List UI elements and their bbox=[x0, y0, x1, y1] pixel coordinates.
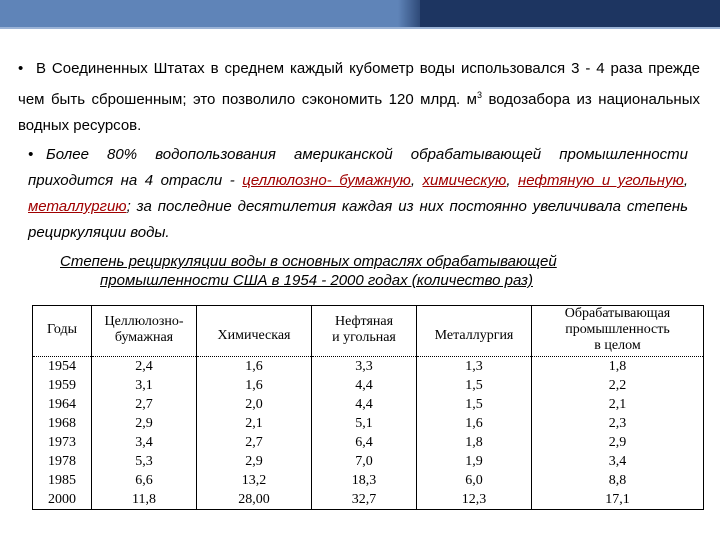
header-metallurgy: Металлургия bbox=[417, 306, 532, 357]
cell-chem: 1,6 bbox=[197, 376, 312, 395]
industry-metallurgy: металлургию bbox=[28, 198, 127, 215]
cell-oil: 32,7 bbox=[312, 490, 417, 510]
recycling-table bbox=[32, 305, 704, 510]
cell-chem: 2,7 bbox=[197, 433, 312, 452]
header-oil-line1: Нефтяная bbox=[334, 314, 394, 329]
cell-oil: 6,4 bbox=[312, 433, 417, 452]
slide-header-bar bbox=[0, 0, 720, 28]
cell-metal: 1,5 bbox=[417, 395, 532, 414]
cell-metal: 12,3 bbox=[417, 490, 532, 510]
cell-year: 1954 bbox=[33, 357, 92, 377]
header-pulp-paper bbox=[92, 306, 197, 357]
cell-pulp: 11,8 bbox=[92, 490, 197, 510]
table-body bbox=[33, 357, 704, 510]
bullet-icon: • bbox=[28, 146, 34, 163]
header-pulp-line2: бумажная bbox=[114, 330, 174, 345]
bullet-icon: • bbox=[18, 60, 24, 77]
cell-year: 1959 bbox=[33, 376, 92, 395]
separator: , bbox=[683, 172, 688, 189]
cell-metal: 6,0 bbox=[417, 471, 532, 490]
cell-manuf: 2,2 bbox=[532, 376, 704, 395]
caption-line-1: Степень рециркуляции воды в основных отраслях обрабатывающей bbox=[60, 253, 557, 270]
table-header-row bbox=[33, 306, 704, 357]
header-pulp-line1: Целлюлозно- bbox=[104, 314, 184, 329]
header-rule bbox=[0, 27, 720, 29]
cell-manuf: 2,9 bbox=[532, 433, 704, 452]
table-row bbox=[33, 490, 704, 510]
header-year: Годы bbox=[33, 306, 92, 357]
industry-pulp-paper: целлюлозно- бумажную bbox=[242, 172, 411, 189]
paragraph2-text-start: Более 80% водопользования американской обрабатывающей промышленности приходится на 4 отрасли - bbox=[28, 146, 688, 189]
cell-chem: 2,0 bbox=[197, 395, 312, 414]
cell-manuf: 3,4 bbox=[532, 452, 704, 471]
cell-manuf: 2,1 bbox=[532, 395, 704, 414]
cell-year: 1964 bbox=[33, 395, 92, 414]
header-manufacturing-total bbox=[532, 306, 704, 357]
table-row bbox=[33, 376, 704, 395]
cell-pulp: 2,7 bbox=[92, 395, 197, 414]
table-row bbox=[33, 433, 704, 452]
cell-pulp: 3,4 bbox=[92, 433, 197, 452]
cell-pulp: 2,4 bbox=[92, 357, 197, 377]
cell-oil: 4,4 bbox=[312, 376, 417, 395]
cell-metal: 1,5 bbox=[417, 376, 532, 395]
cell-year: 1973 bbox=[33, 433, 92, 452]
separator: , bbox=[410, 172, 423, 189]
table-row bbox=[33, 414, 704, 433]
cell-pulp: 5,3 bbox=[92, 452, 197, 471]
cell-oil: 7,0 bbox=[312, 452, 417, 471]
cell-metal: 1,3 bbox=[417, 357, 532, 377]
cell-chem: 28,00 bbox=[197, 490, 312, 510]
cell-year: 1985 bbox=[33, 471, 92, 490]
cell-manuf: 2,3 bbox=[532, 414, 704, 433]
industry-chemical: химическую bbox=[422, 172, 507, 189]
cell-manuf: 1,8 bbox=[532, 357, 704, 377]
cell-pulp: 3,1 bbox=[92, 376, 197, 395]
header-bar-dark bbox=[420, 0, 720, 28]
cell-chem: 2,9 bbox=[197, 452, 312, 471]
table-row bbox=[33, 357, 704, 377]
cell-metal: 1,8 bbox=[417, 433, 532, 452]
caption-line-2: промышленности США в 1954 - 2000 годах (количество раз) bbox=[100, 272, 533, 289]
cell-year: 2000 bbox=[33, 490, 92, 510]
header-manuf-line2: промышленность bbox=[565, 322, 670, 337]
paragraph1-text-end: водозабора из национальных водных ресурсов. bbox=[18, 91, 700, 134]
separator: , bbox=[506, 172, 518, 189]
cell-manuf: 17,1 bbox=[532, 490, 704, 510]
cell-oil: 5,1 bbox=[312, 414, 417, 433]
table-row bbox=[33, 395, 704, 414]
paragraph-recycling-usa bbox=[18, 56, 700, 139]
cell-chem: 13,2 bbox=[197, 471, 312, 490]
header-manuf-line3: в целом bbox=[594, 338, 641, 353]
cell-pulp: 6,6 bbox=[92, 471, 197, 490]
table-row bbox=[33, 471, 704, 490]
paragraph1-superscript: 3 bbox=[476, 90, 482, 100]
cell-manuf: 8,8 bbox=[532, 471, 704, 490]
paragraph2-text-end: ; за последние десятилетия каждая из них постоянно увеличивала степень рециркуляции воды. bbox=[28, 198, 688, 241]
cell-oil: 4,4 bbox=[312, 395, 417, 414]
cell-chem: 2,1 bbox=[197, 414, 312, 433]
paragraph1-text: В Соединенных Штатах в среднем каждый кубометр воды использовался 3 - 4 раза прежде чем быть сброшенным; это позволило сэкономить 120 млрд. м bbox=[18, 60, 700, 108]
cell-oil: 3,3 bbox=[312, 357, 417, 377]
industry-oil-coal: нефтяную и угольную bbox=[518, 172, 684, 189]
cell-year: 1978 bbox=[33, 452, 92, 471]
table-row bbox=[33, 452, 704, 471]
paragraph-industries bbox=[28, 142, 688, 246]
cell-oil: 18,3 bbox=[312, 471, 417, 490]
header-chemical: Химическая bbox=[197, 306, 312, 357]
header-oil-coal bbox=[312, 306, 417, 357]
cell-pulp: 2,9 bbox=[92, 414, 197, 433]
header-oil-line2: и угольная bbox=[332, 330, 396, 345]
cell-chem: 1,6 bbox=[197, 357, 312, 377]
cell-year: 1968 bbox=[33, 414, 92, 433]
header-manuf-line1: Обрабатывающая bbox=[564, 306, 671, 321]
cell-metal: 1,6 bbox=[417, 414, 532, 433]
cell-metal: 1,9 bbox=[417, 452, 532, 471]
table-caption bbox=[60, 252, 680, 290]
